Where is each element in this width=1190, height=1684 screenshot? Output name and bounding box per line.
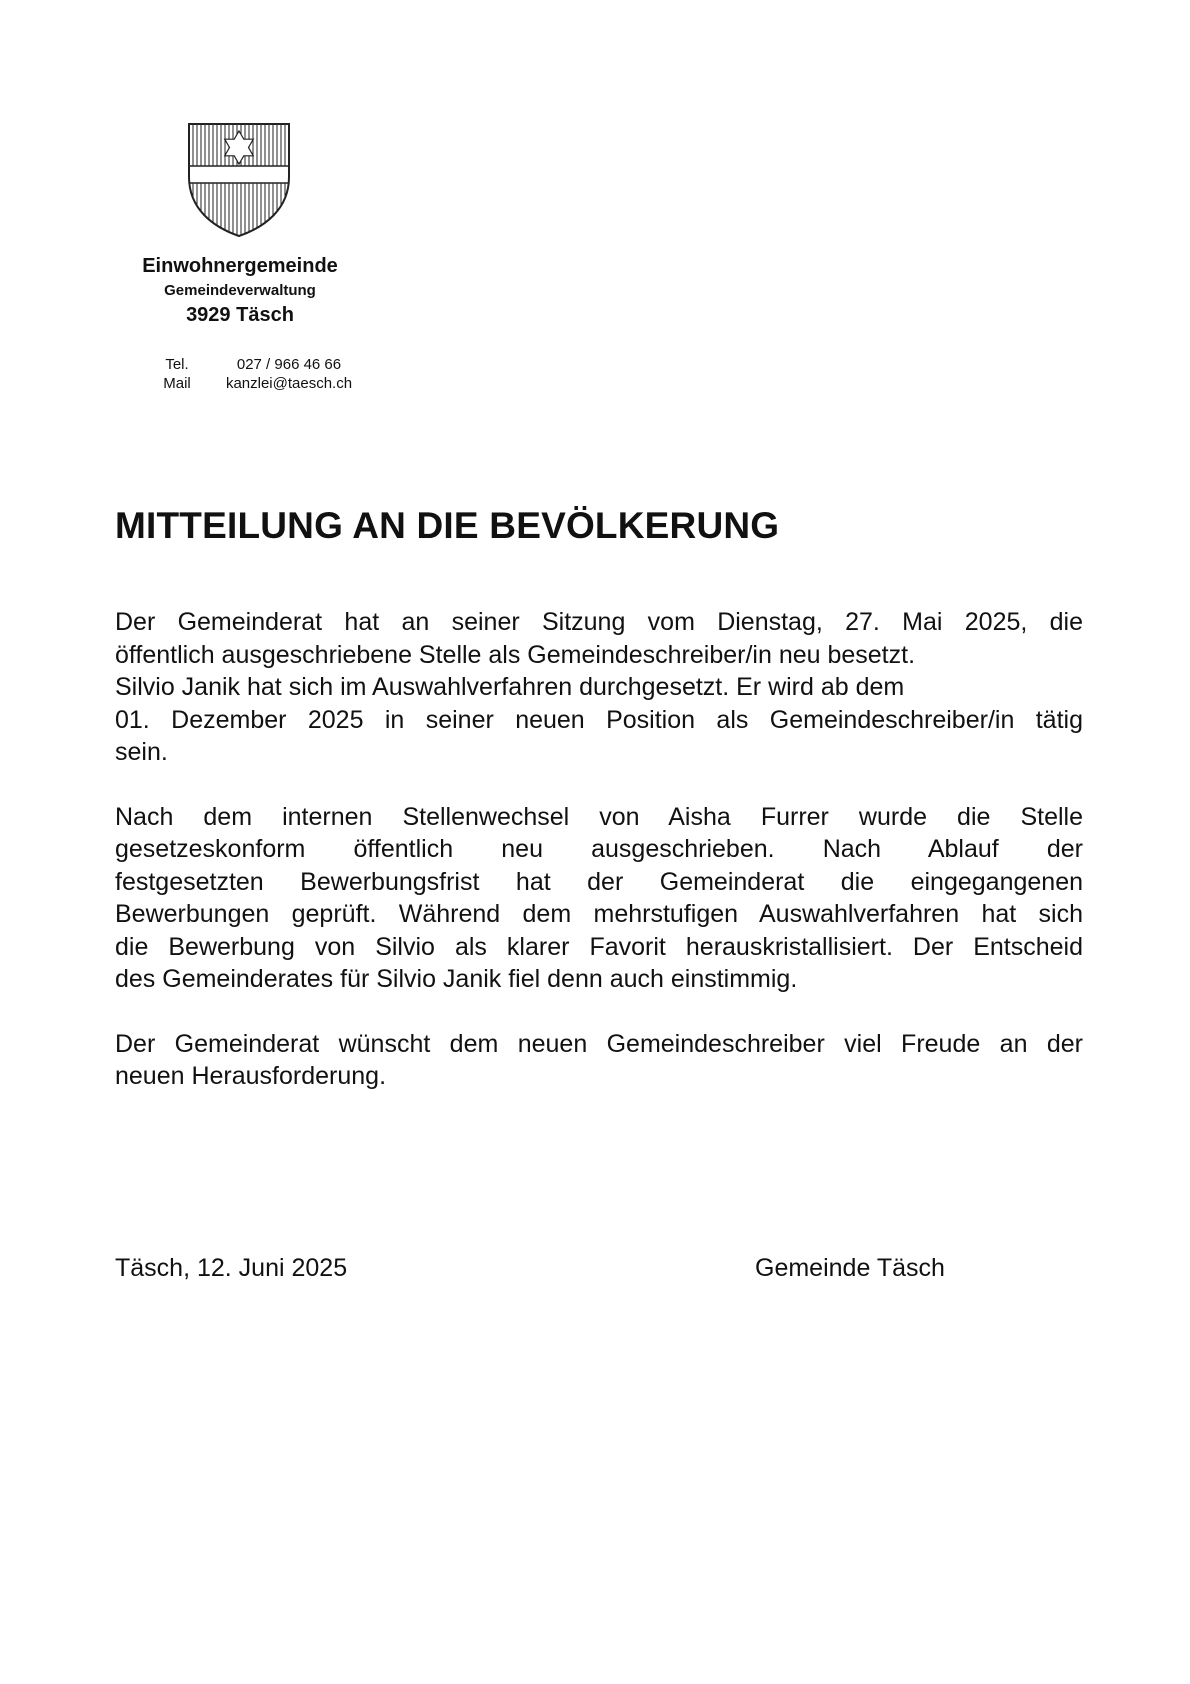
organization-name: Einwohnergemeinde	[142, 255, 338, 277]
paragraph-1	[115, 606, 1083, 769]
coat-of-arms-logo	[187, 121, 291, 238]
place-date: Täsch, 12. Juni 2025	[115, 1254, 348, 1282]
text-line: gesetzeskonform öffentlich neu ausgeschrieben. Nach Ablauf der	[115, 835, 1083, 863]
contact-tel-row	[140, 355, 364, 374]
text-line: festgesetzten Bewerbungsfrist hat der Gemeinderat die eingegangenen	[115, 867, 1083, 896]
signature: Gemeinde Täsch	[755, 1254, 945, 1282]
text-line: Der Gemeinderat wünscht dem neuen Gemeindeschreiber viel Freude an der	[115, 1029, 1083, 1058]
text-line: öffentlich ausgeschriebene Stelle als Gemeindeschreiber/in neu besetzt.	[115, 640, 916, 669]
mail-value: kanzlei@taesch.ch	[225, 375, 353, 392]
department-name: Gemeindeverwaltung	[164, 282, 316, 299]
tel-label: Tel.	[165, 356, 189, 373]
document-body	[115, 606, 1083, 1125]
text-line: die Bewerbung von Silvio als klarer Favorit herauskristallisiert. Der Entscheid	[115, 932, 1083, 961]
contact-block	[140, 355, 364, 393]
text-line: Silvio Janik hat sich im Auswahlverfahren durchgesetzt. Er wird ab dem	[115, 673, 905, 701]
contact-mail-row	[140, 374, 364, 393]
text-line: Der Gemeinderat hat an seiner Sitzung vom Dienstag, 27. Mai 2025, die	[115, 608, 1083, 636]
postal-city: 3929 Täsch	[186, 304, 294, 326]
paragraph-3	[115, 1028, 1083, 1093]
text-line: sein.	[115, 738, 168, 766]
tel-value: 027 / 966 46 66	[236, 356, 342, 373]
text-line: des Gemeinderates für Silvio Janik fiel denn auch einstimmig.	[115, 965, 798, 993]
mail-label: Mail	[163, 375, 191, 392]
text-line: neuen Herausforderung.	[115, 1062, 387, 1090]
text-line: Bewerbungen geprüft. Während dem mehrstufigen Auswahlverfahren hat sich	[115, 900, 1083, 928]
paragraph-2	[115, 801, 1083, 996]
text-line: 01. Dezember 2025 in seiner neuen Position als Gemeindeschreiber/in tätig	[115, 705, 1083, 734]
document-title: MITTEILUNG AN DIE BEVÖLKERUNG	[115, 505, 780, 546]
organization-header	[118, 256, 362, 325]
text-line: Nach dem internen Stellenwechsel von Aisha Furrer wurde die Stelle	[115, 802, 1083, 831]
